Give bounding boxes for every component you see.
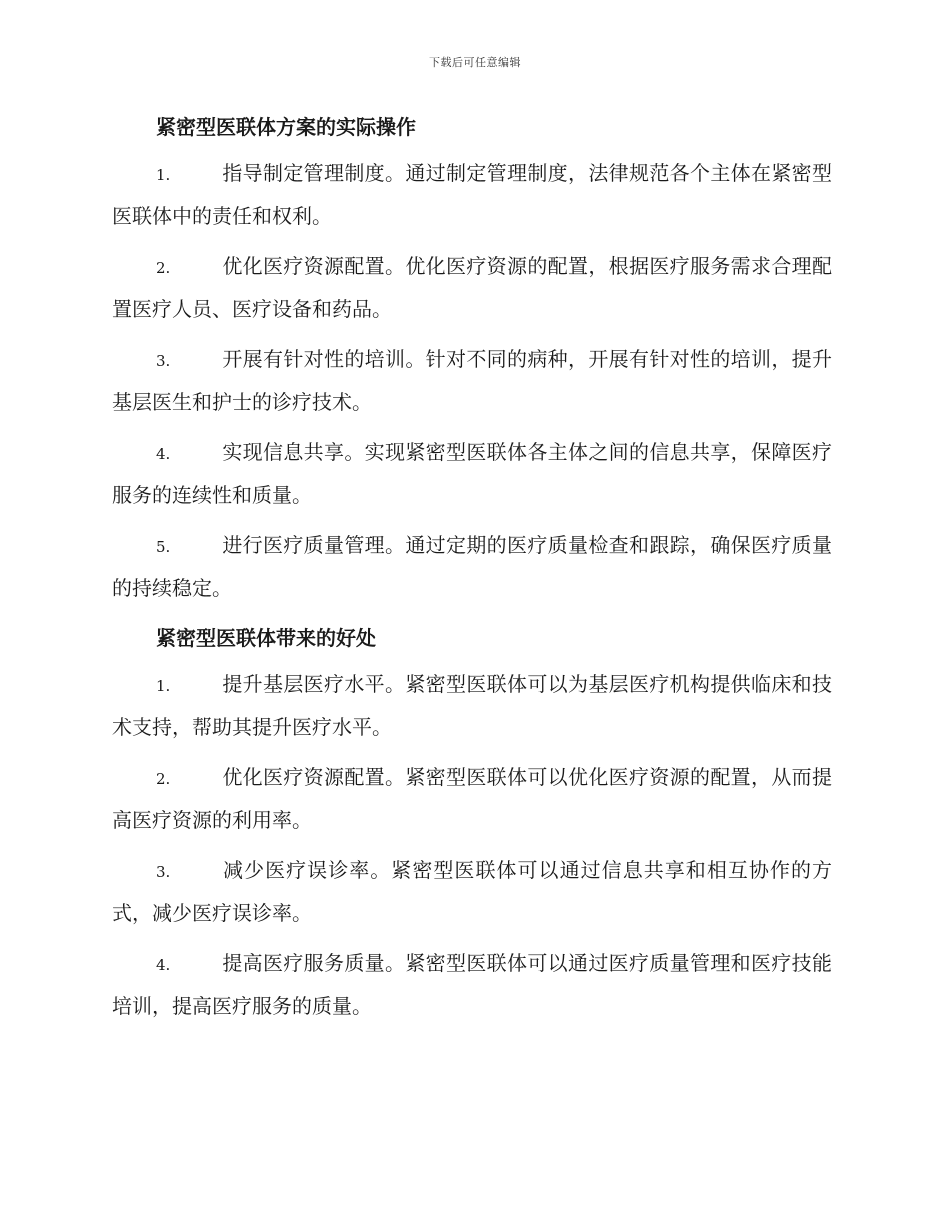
item-text: 指导制定管理制度。通过制定管理制度，法律规范各个主体在紧密型医联体中的责任和权利。 (112, 161, 832, 228)
item-number: 2. (156, 770, 171, 788)
item-number: 1. (156, 166, 171, 184)
section-title: 紧密型医联体带来的好处 (156, 626, 376, 650)
section-title: 紧密型医联体方案的实际操作 (156, 115, 416, 139)
list-item (112, 850, 832, 934)
list-item (112, 757, 832, 841)
list-item (112, 153, 832, 237)
item-number: 1. (156, 677, 171, 695)
list-item (112, 525, 832, 609)
item-text: 提升基层医疗水平。紧密型医联体可以为基层医疗机构提供临床和技术支持，帮助其提升医疗水平。 (112, 672, 832, 739)
header-note: 下载后可任意编辑 (429, 56, 521, 69)
item-number: 4. (156, 445, 171, 463)
item-text: 优化医疗资源配置。紧密型医联体可以优化医疗资源的配置，从而提高医疗资源的利用率。 (112, 765, 832, 832)
list-item (112, 339, 832, 423)
document-body (112, 110, 832, 1027)
list-item (112, 246, 832, 330)
item-text: 优化医疗资源配置。优化医疗资源的配置，根据医疗服务需求合理配置医疗人员、医疗设备和药品。 (112, 254, 832, 321)
item-number: 2. (156, 259, 171, 277)
item-number: 3. (156, 863, 171, 881)
item-text: 提高医疗服务质量。紧密型医联体可以通过医疗质量管理和医疗技能培训，提高医疗服务的质量。 (112, 951, 832, 1018)
item-text: 开展有针对性的培训。针对不同的病种，开展有针对性的培训，提升基层医生和护士的诊疗技术。 (112, 347, 832, 414)
item-number: 5. (156, 538, 171, 556)
item-text: 减少医疗误诊率。紧密型医联体可以通过信息共享和相互协作的方式，减少医疗误诊率。 (112, 858, 832, 925)
item-number: 3. (156, 352, 171, 370)
list-item (112, 664, 832, 748)
item-text: 进行医疗质量管理。通过定期的医疗质量检查和跟踪，确保医疗质量的持续稳定。 (112, 533, 832, 600)
item-text: 实现信息共享。实现紧密型医联体各主体之间的信息共享，保障医疗服务的连续性和质量。 (112, 440, 832, 507)
list-item (112, 943, 832, 1027)
item-number: 4. (156, 956, 171, 974)
list-item (112, 432, 832, 516)
